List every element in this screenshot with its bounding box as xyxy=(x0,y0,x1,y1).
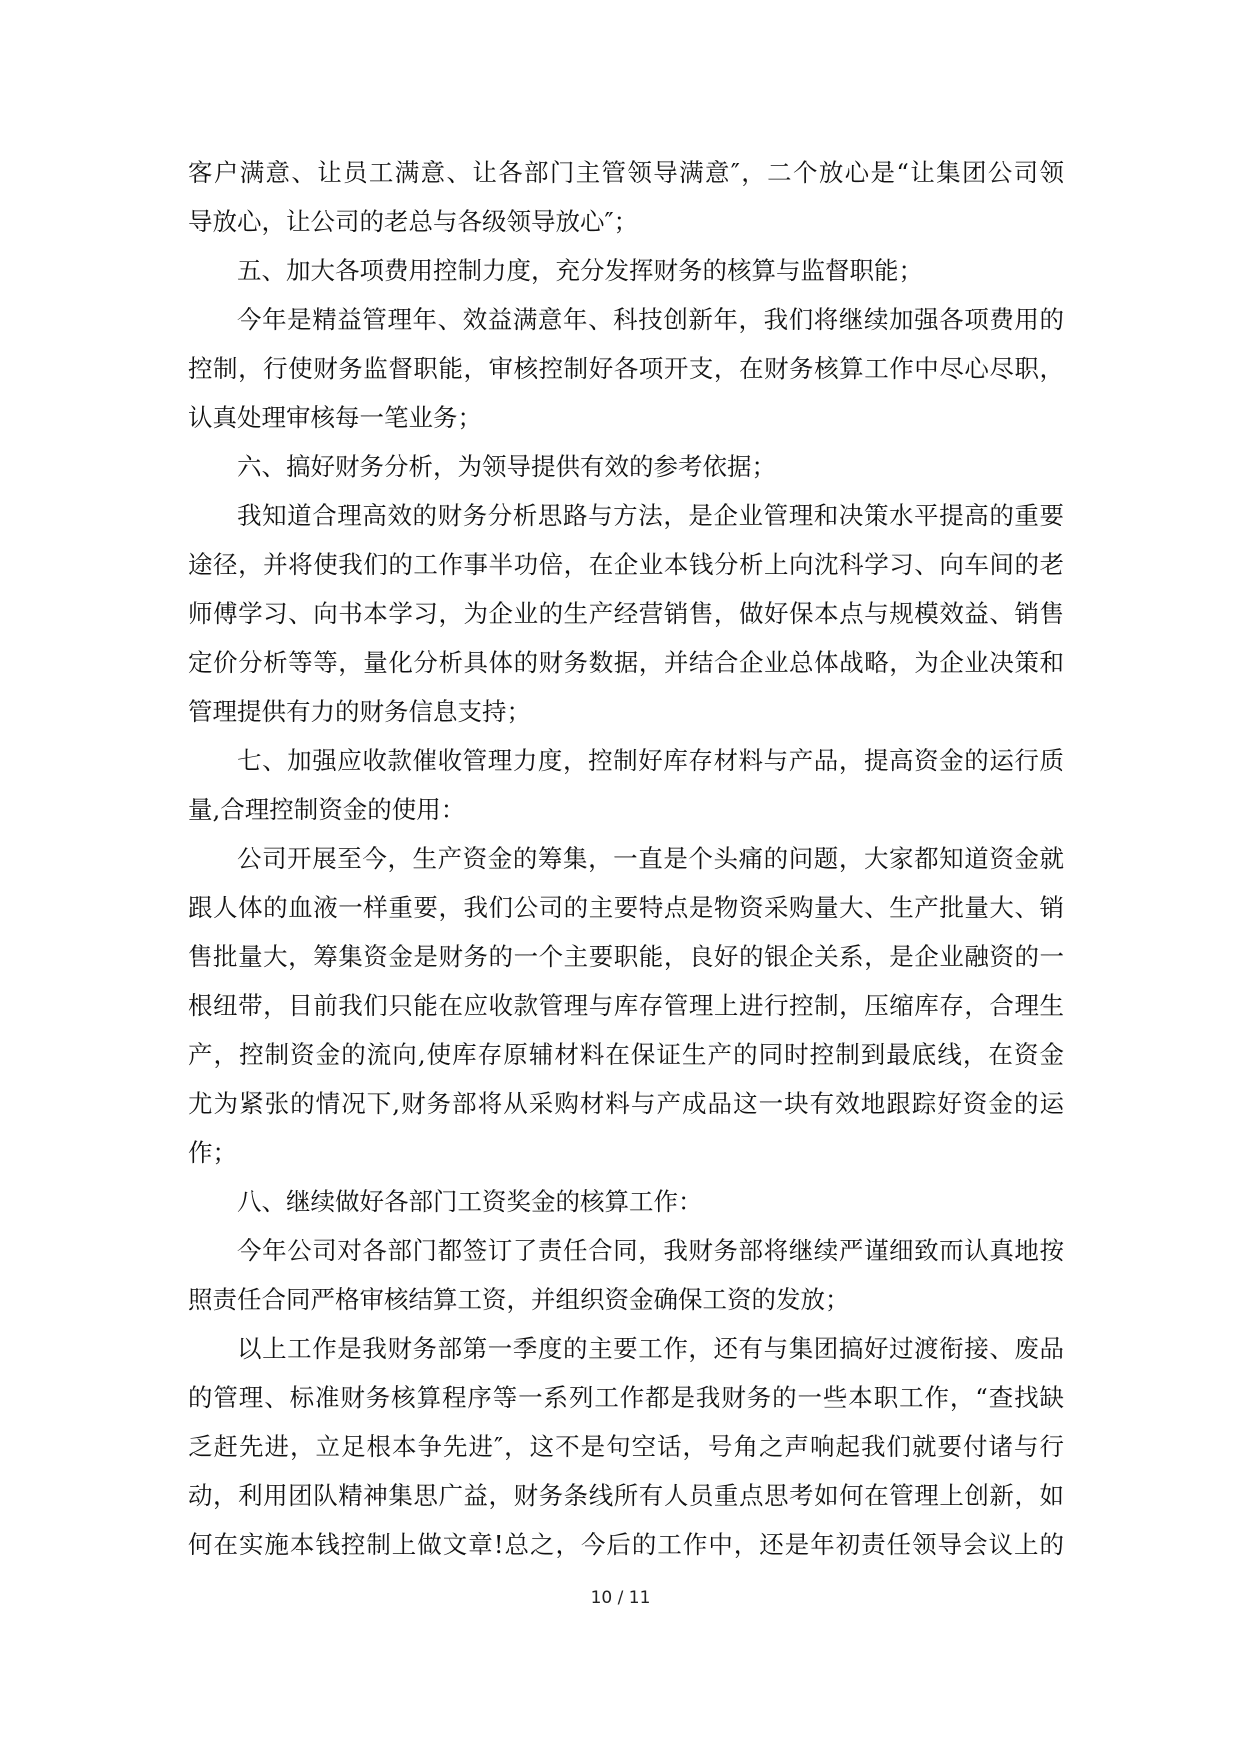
text-line: 今年是精益管理年、效益满意年、科技创新年，我们将继续加强各项费用的 xyxy=(237,305,1064,334)
text-line: 作； xyxy=(188,1138,237,1167)
text-line: 六、搞好财务分析，为领导提供有效的参考依据； xyxy=(237,452,776,481)
text-line: 何在实施本钱控制上做文章!总之，今后的工作中，还是年初责任领导会议上的 xyxy=(188,1530,1064,1559)
text-line: 产，控制资金的流向,使库存原辅材料在保证生产的同时控制到最底线，在资金 xyxy=(188,1040,1064,1069)
text-line: 今年公司对各部门都签订了责任合同，我财务部将继续严谨细致而认真地按 xyxy=(237,1236,1064,1265)
text-line: 客户满意、让员工满意、让各部门主管领导满意″，二个放心是“让集团公司领 xyxy=(188,158,1064,187)
text-line: 售批量大，筹集资金是财务的一个主要职能，良好的银企关系，是企业融资的一 xyxy=(188,942,1064,971)
text-line: 途径，并将使我们的工作事半功倍，在企业本钱分析上向沈科学习、向车间的老 xyxy=(188,550,1064,579)
text-line: 以上工作是我财务部第一季度的主要工作，还有与集团搞好过渡衔接、废品 xyxy=(237,1334,1064,1363)
text-line: 动，利用团队精神集思广益，财务条线所有人员重点思考如何在管理上创新，如 xyxy=(188,1481,1064,1510)
text-line: 跟人体的血液一样重要，我们公司的主要特点是物资采购量大、生产批量大、销 xyxy=(188,893,1064,922)
text-line: 照责任合同严格审核结算工资，并组织资金确保工资的发放； xyxy=(188,1285,850,1314)
text-line: 的管理、标准财务核算程序等一系列工作都是我财务的一些本职工作，“查找缺 xyxy=(188,1383,1064,1412)
text-line: 量,合理控制资金的使用： xyxy=(188,795,466,824)
text-line: 我知道合理高效的财务分析思路与方法，是企业管理和决策水平提高的重要 xyxy=(237,501,1064,530)
text-line: 管理提供有力的财务信息支持； xyxy=(188,697,531,726)
text-line: 控制，行使财务监督职能，审核控制好各项开支，在财务核算工作中尽心尽职， xyxy=(188,354,1064,383)
page-number: 10 / 11 xyxy=(590,1588,651,1608)
text-line: 认真处理审核每一笔业务； xyxy=(188,403,482,432)
text-line: 五、加大各项费用控制力度，充分发挥财务的核算与监督职能； xyxy=(237,256,923,285)
text-line: 八、继续做好各部门工资奖金的核算工作： xyxy=(237,1187,703,1216)
text-line: 七、加强应收款催收管理力度，控制好库存材料与产品，提高资金的运行质 xyxy=(237,746,1064,775)
text-line: 师傅学习、向书本学习，为企业的生产经营销售，做好保本点与规模效益、销售 xyxy=(188,599,1064,628)
document-body xyxy=(188,148,1064,1569)
text-line: 尤为紧张的情况下,财务部将从采购材料与产成品这一块有效地跟踪好资金的运 xyxy=(188,1089,1064,1118)
text-line: 定价分析等等，量化分析具体的财务数据，并结合企业总体战略，为企业决策和 xyxy=(188,648,1064,677)
text-line: 根纽带，目前我们只能在应收款管理与库存管理上进行控制，压缩库存，合理生 xyxy=(188,991,1064,1020)
text-line: 公司开展至今，生产资金的筹集，一直是个头痛的问题，大家都知道资金就 xyxy=(237,844,1064,873)
text-line: 乏赶先进，立足根本争先进″，这不是句空话，号角之声响起我们就要付诸与行 xyxy=(188,1432,1064,1461)
text-line: 导放心，让公司的老总与各级领导放心″； xyxy=(188,207,639,236)
